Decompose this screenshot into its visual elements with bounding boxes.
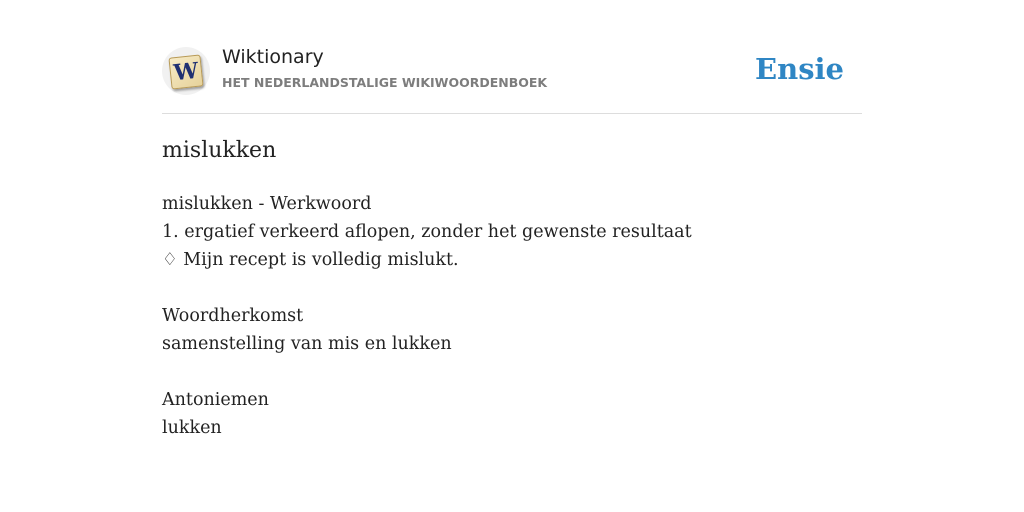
site-subtitle: HET NEDERLANDSTALIGE WIKIWOORDENBOEK <box>222 75 548 90</box>
definition-line: 1. ergatief verkeerd aflopen, zonder het gewenste resultaat <box>162 222 692 242</box>
example-line: ♢ Mijn recept is volledig mislukt. <box>162 250 459 270</box>
spacer <box>162 274 862 302</box>
etymology-heading: Woordherkomst <box>162 306 304 326</box>
logo-tile <box>168 54 203 89</box>
site-header <box>162 46 862 114</box>
antonyms-heading: Antoniemen <box>162 390 269 410</box>
wiktionary-logo-icon[interactable] <box>162 47 210 95</box>
entry-content <box>162 190 862 442</box>
ensie-brand-link[interactable]: Ensie <box>755 52 844 86</box>
spacer <box>162 358 862 386</box>
site-title[interactable]: Wiktionary <box>222 46 324 68</box>
etymology-text: samenstelling van mis en lukken <box>162 334 452 354</box>
headword-line: mislukken - Werkwoord <box>162 194 372 214</box>
logo-letter: W <box>172 57 200 87</box>
antonyms-text: lukken <box>162 418 222 438</box>
page-title: mislukken <box>162 138 277 163</box>
